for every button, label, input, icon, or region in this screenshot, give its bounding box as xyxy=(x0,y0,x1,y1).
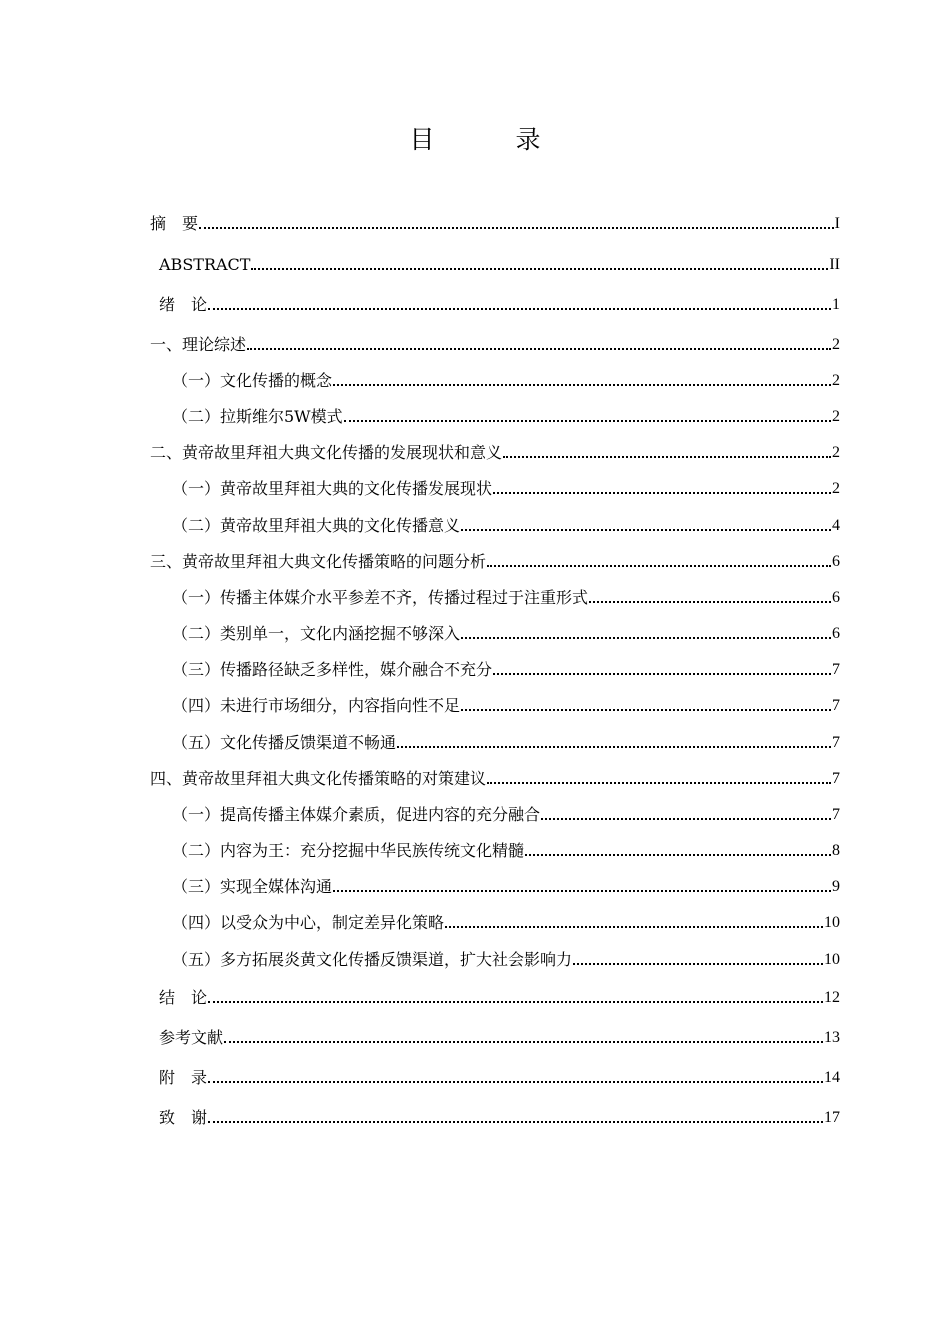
dot-leader xyxy=(344,420,831,422)
toc-entry-label: 一、理论综述 xyxy=(150,335,247,354)
toc-entry-section-2-1[interactable] xyxy=(150,475,840,499)
toc-entry-label: （一）提高传播主体媒介素质，促进内容的充分融合 xyxy=(172,805,541,824)
toc-entry-section-4-1[interactable] xyxy=(150,801,840,825)
toc-entry-label: （二）类别单一，文化内涵挖掘不够深入 xyxy=(172,624,461,643)
dot-leader xyxy=(503,456,831,458)
toc-entry-label: 四、黄帝故里拜祖大典文化传播策略的对策建议 xyxy=(150,769,487,788)
dot-leader xyxy=(208,1081,823,1083)
toc-entry-section-1-2[interactable] xyxy=(150,403,840,427)
dot-leader xyxy=(525,854,831,856)
toc-entry-section-3-1[interactable] xyxy=(150,584,840,608)
toc-entry-introduction[interactable] xyxy=(150,291,840,315)
toc-entry-label: 致 谢 xyxy=(159,1108,208,1127)
toc-entry-acknowledgements[interactable] xyxy=(150,1104,840,1128)
toc-entry-chapter-3[interactable] xyxy=(150,548,840,572)
dot-leader xyxy=(208,1121,823,1123)
toc-entry-section-3-4[interactable] xyxy=(150,692,840,716)
toc-entry-section-1-1[interactable] xyxy=(150,367,840,391)
toc-entry-page: 6 xyxy=(832,589,840,606)
dot-leader xyxy=(541,818,831,820)
toc-entry-label: 绪 论 xyxy=(159,295,208,314)
toc-entry-page: 7 xyxy=(832,697,840,714)
dot-leader xyxy=(493,673,831,675)
toc-entry-section-3-3[interactable] xyxy=(150,656,840,680)
toc-entry-section-4-5[interactable] xyxy=(150,946,840,970)
toc-entry-page: 10 xyxy=(824,914,840,931)
toc-entry-label: （五）文化传播反馈渠道不畅通 xyxy=(172,733,397,752)
toc-entry-label: （三）实现全媒体沟通 xyxy=(172,877,333,896)
toc-entry-section-4-2[interactable] xyxy=(150,837,840,861)
toc-entry-label: （三）传播路径缺乏多样性，媒介融合不充分 xyxy=(172,660,493,679)
toc-entry-label: ABSTRACT xyxy=(159,255,251,274)
toc-entry-page: 6 xyxy=(832,553,840,570)
toc-entry-page: 2 xyxy=(832,372,840,389)
toc-entry-page: 2 xyxy=(832,444,840,461)
dot-leader xyxy=(333,384,831,386)
toc-title: 目 录 xyxy=(409,125,569,154)
toc-entry-label: 附 录 xyxy=(159,1068,208,1087)
dot-leader xyxy=(251,268,828,270)
toc-entry-appendix[interactable] xyxy=(150,1064,840,1088)
toc-entry-page: 2 xyxy=(832,336,840,353)
toc-entry-chapter-1[interactable] xyxy=(150,331,840,355)
toc-entry-page: 2 xyxy=(832,408,840,425)
dot-leader xyxy=(493,492,831,494)
toc-entry-label: （四）以受众为中心，制定差异化策略 xyxy=(172,913,445,932)
toc-entry-section-3-5[interactable] xyxy=(150,729,840,753)
toc-entry-page: 10 xyxy=(824,951,840,968)
toc-entry-page: II xyxy=(829,256,840,273)
toc-entry-page: 7 xyxy=(832,661,840,678)
toc-entry-label: （一）文化传播的概念 xyxy=(172,371,333,390)
toc-entry-abstract-en[interactable] xyxy=(150,251,840,275)
toc-entry-page: I xyxy=(834,215,840,232)
dot-leader xyxy=(208,308,831,310)
toc-entry-page: 2 xyxy=(832,480,840,497)
dot-leader xyxy=(487,565,831,567)
toc-entry-chapter-4[interactable] xyxy=(150,765,840,789)
toc-entry-page: 7 xyxy=(832,734,840,751)
toc-entry-page: 7 xyxy=(832,770,840,787)
dot-leader xyxy=(333,890,831,892)
dot-leader xyxy=(224,1041,823,1043)
toc-entry-section-4-4[interactable] xyxy=(150,909,840,933)
toc-entry-page: 7 xyxy=(832,806,840,823)
dot-leader xyxy=(487,782,831,784)
toc-entry-conclusion[interactable] xyxy=(150,984,840,1008)
toc-entry-label: （五）多方拓展炎黄文化传播反馈渠道，扩大社会影响力 xyxy=(172,950,573,969)
dot-leader xyxy=(445,926,823,928)
dot-leader xyxy=(397,746,831,748)
toc-entry-page: 8 xyxy=(832,842,840,859)
toc-entry-page: 4 xyxy=(832,517,840,534)
toc-entry-page: 13 xyxy=(824,1029,840,1046)
toc-entry-label: 三、黄帝故里拜祖大典文化传播策略的问题分析 xyxy=(150,552,487,571)
toc-entry-label: 摘 要 xyxy=(150,214,199,233)
toc-entry-label: （二）内容为王：充分挖掘中华民族传统文化精髓 xyxy=(172,841,525,860)
toc-entry-chapter-2[interactable] xyxy=(150,439,840,463)
toc-entry-label: 参考文献 xyxy=(159,1028,224,1047)
toc-entry-page: 1 xyxy=(832,296,840,313)
toc-entry-label: （四）未进行市场细分，内容指向性不足 xyxy=(172,696,461,715)
dot-leader xyxy=(589,601,831,603)
toc-entry-page: 14 xyxy=(824,1069,840,1086)
toc-entry-section-3-2[interactable] xyxy=(150,620,840,644)
toc-entry-page: 6 xyxy=(832,625,840,642)
toc-entry-label: （一）黄帝故里拜祖大典的文化传播发展现状 xyxy=(172,479,493,498)
toc-entry-label: 二、黄帝故里拜祖大典文化传播的发展现状和意义 xyxy=(150,443,503,462)
toc-entry-page: 9 xyxy=(832,878,840,895)
dot-leader xyxy=(208,1001,823,1003)
toc-entry-section-2-2[interactable] xyxy=(150,512,840,536)
dot-leader xyxy=(247,348,831,350)
dot-leader xyxy=(461,709,831,711)
dot-leader xyxy=(461,637,831,639)
dot-leader xyxy=(199,227,834,229)
toc-entry-label: 结 论 xyxy=(159,988,208,1007)
toc-entry-label: （二）黄帝故里拜祖大典的文化传播意义 xyxy=(172,516,461,535)
toc-entry-page: 17 xyxy=(824,1109,840,1126)
toc-entry-label: （一）传播主体媒介水平参差不齐，传播过程过于注重形式 xyxy=(172,588,589,607)
toc-entry-section-4-3[interactable] xyxy=(150,873,840,897)
toc-entry-label: （二）拉斯维尔5W模式 xyxy=(172,407,343,426)
toc-entry-references[interactable] xyxy=(150,1024,840,1048)
dot-leader xyxy=(461,529,831,531)
toc-entry-page: 12 xyxy=(824,989,840,1006)
toc-entry-abstract-cn[interactable] xyxy=(150,210,840,234)
dot-leader xyxy=(573,963,823,965)
